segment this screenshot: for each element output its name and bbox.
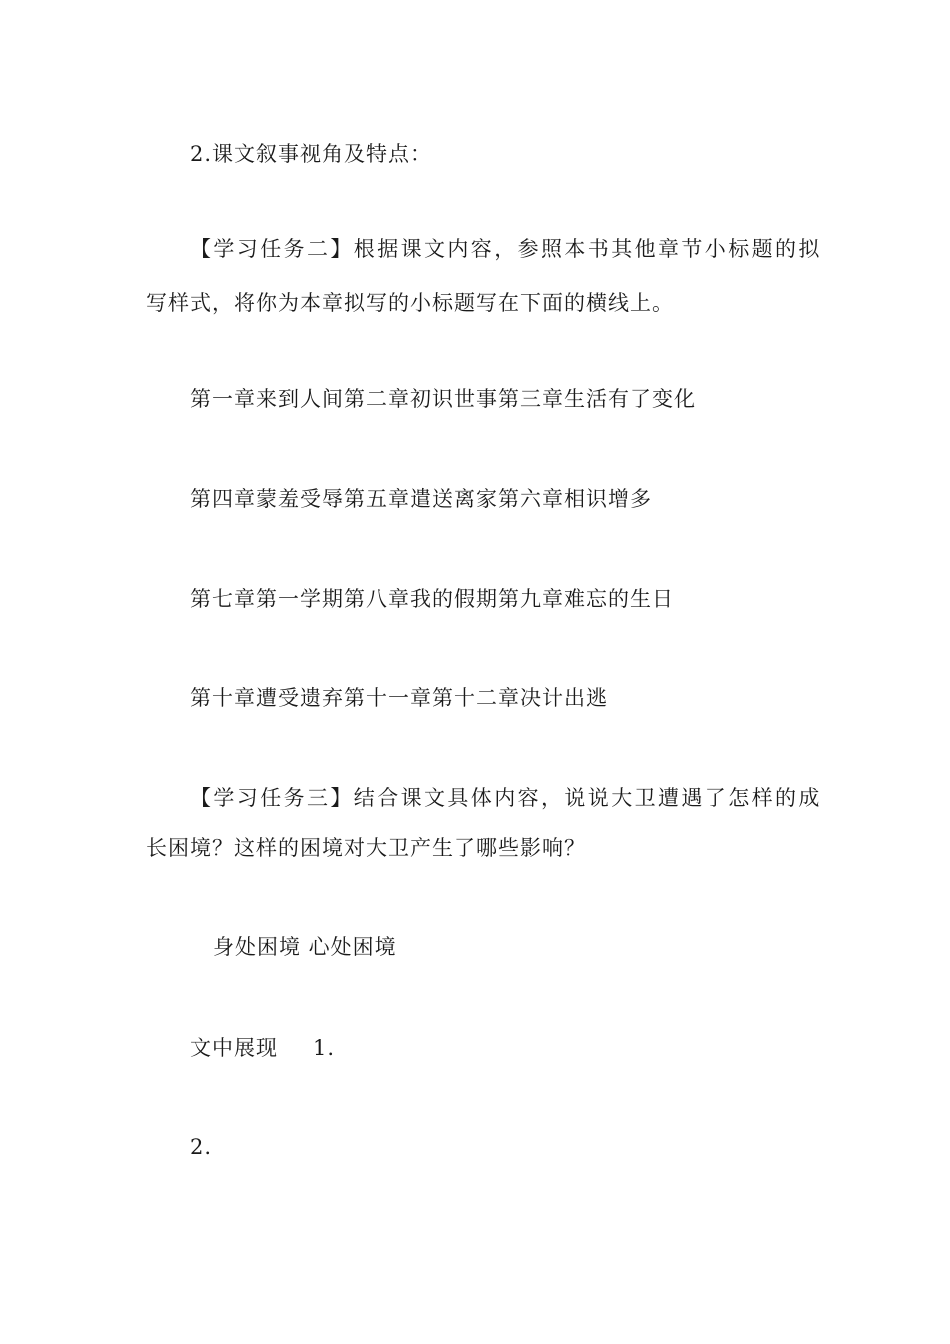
task-3-line-1: 【学习任务三】结合课文具体内容，说说大卫遭遇了怎样的成 [190, 786, 822, 810]
task-3-line-2: 长困境？这样的困境对大卫产生了哪些影响？ [146, 836, 586, 860]
chapter-list-line-4: 第十章遭受遗弃第十一章第十二章决计出逃 [190, 686, 608, 710]
chapter-list-line-3: 第七章第一学期第八章我的假期第九章难忘的生日 [190, 587, 674, 611]
chapter-list-line-2: 第四章蒙羞受辱第五章遣送离家第六章相识增多 [190, 487, 652, 511]
item-2-heading: 2.课文叙事视角及特点： [190, 142, 433, 166]
table-header: 身处困境 心处困境 [213, 935, 397, 959]
table-item-2: 2. [190, 1135, 213, 1159]
table-row-label: 文中展现 [190, 1036, 278, 1060]
task-2-line-1: 【学习任务二】根据课文内容，参照本书其他章节小标题的拟 [190, 237, 822, 261]
task-2-line-2: 写样式，将你为本章拟写的小标题写在下面的横线上。 [146, 291, 674, 315]
table-item-1: 1. [313, 1036, 336, 1060]
chapter-list-line-1: 第一章来到人间第二章初识世事第三章生活有了变化 [190, 387, 696, 411]
